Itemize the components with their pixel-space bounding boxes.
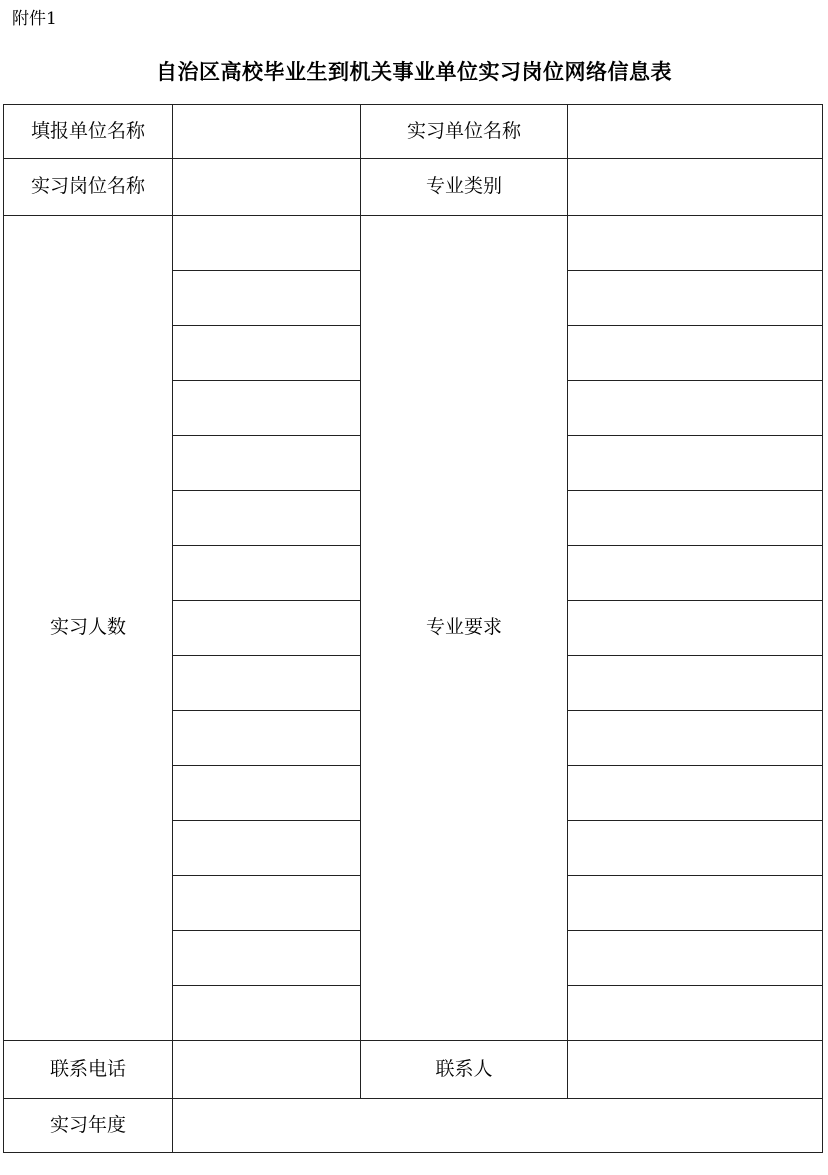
intern-count-input-cell[interactable] <box>173 821 361 876</box>
contact-person-label: 联系人 <box>361 1041 568 1099</box>
internship-year-label: 实习年度 <box>4 1099 173 1153</box>
reporting-unit-input-cell[interactable] <box>173 105 361 159</box>
major-requirement-input-cell[interactable] <box>568 216 823 271</box>
internship-unit-input-cell[interactable] <box>568 105 823 159</box>
major-requirement-input-cell[interactable] <box>568 656 823 711</box>
intern-count-input-cell[interactable] <box>173 986 361 1041</box>
row-year <box>4 1099 823 1153</box>
intern-count-input-cell[interactable] <box>173 326 361 381</box>
intern-count-input-cell[interactable] <box>173 491 361 546</box>
row-position-category <box>4 159 823 216</box>
intern-count-input-cell[interactable] <box>173 546 361 601</box>
major-requirement-input-cell[interactable] <box>568 766 823 821</box>
major-requirement-input-cell[interactable] <box>568 491 823 546</box>
page-title: 自治区高校毕业生到机关事业单位实习岗位网络信息表 <box>156 61 672 84</box>
major-requirement-input-cell[interactable] <box>568 436 823 491</box>
middle-row <box>4 216 823 271</box>
major-requirement-label: 专业要求 <box>361 216 568 1041</box>
major-category-label: 专业类别 <box>361 159 568 216</box>
reporting-unit-label: 填报单位名称 <box>4 105 173 159</box>
major-requirement-input-cell[interactable] <box>568 271 823 326</box>
position-name-label: 实习岗位名称 <box>4 159 173 216</box>
major-requirement-input-cell[interactable] <box>568 546 823 601</box>
major-requirement-input-cell[interactable] <box>568 381 823 436</box>
intern-count-input-cell[interactable] <box>173 656 361 711</box>
internship-year-input-cell[interactable] <box>173 1099 823 1153</box>
attachment-label: 附件1 <box>12 9 57 29</box>
intern-count-input-cell[interactable] <box>173 711 361 766</box>
intern-count-input-cell[interactable] <box>173 271 361 326</box>
intern-count-input-cell[interactable] <box>173 876 361 931</box>
major-requirement-input-cell[interactable] <box>568 986 823 1041</box>
intern-count-input-cell[interactable] <box>173 766 361 821</box>
intern-count-label: 实习人数 <box>4 216 173 1041</box>
major-category-input-cell[interactable] <box>568 159 823 216</box>
major-requirement-input-cell[interactable] <box>568 711 823 766</box>
major-requirement-input-cell[interactable] <box>568 931 823 986</box>
contact-phone-label: 联系电话 <box>4 1041 173 1099</box>
position-name-input-cell[interactable] <box>173 159 361 216</box>
contact-person-input-cell[interactable] <box>568 1041 823 1099</box>
intern-count-input-cell[interactable] <box>173 931 361 986</box>
major-requirement-input-cell[interactable] <box>568 326 823 381</box>
major-requirement-input-cell[interactable] <box>568 601 823 656</box>
intern-count-input-cell[interactable] <box>173 216 361 271</box>
major-requirement-input-cell[interactable] <box>568 821 823 876</box>
intern-count-input-cell[interactable] <box>173 601 361 656</box>
row-contact <box>4 1041 823 1099</box>
intern-count-input-cell[interactable] <box>173 381 361 436</box>
internship-unit-label: 实习单位名称 <box>361 105 568 159</box>
major-requirement-input-cell[interactable] <box>568 876 823 931</box>
intern-count-input-cell[interactable] <box>173 436 361 491</box>
contact-phone-input-cell[interactable] <box>173 1041 361 1099</box>
internship-info-table <box>3 104 823 1153</box>
row-unit-names <box>4 105 823 159</box>
